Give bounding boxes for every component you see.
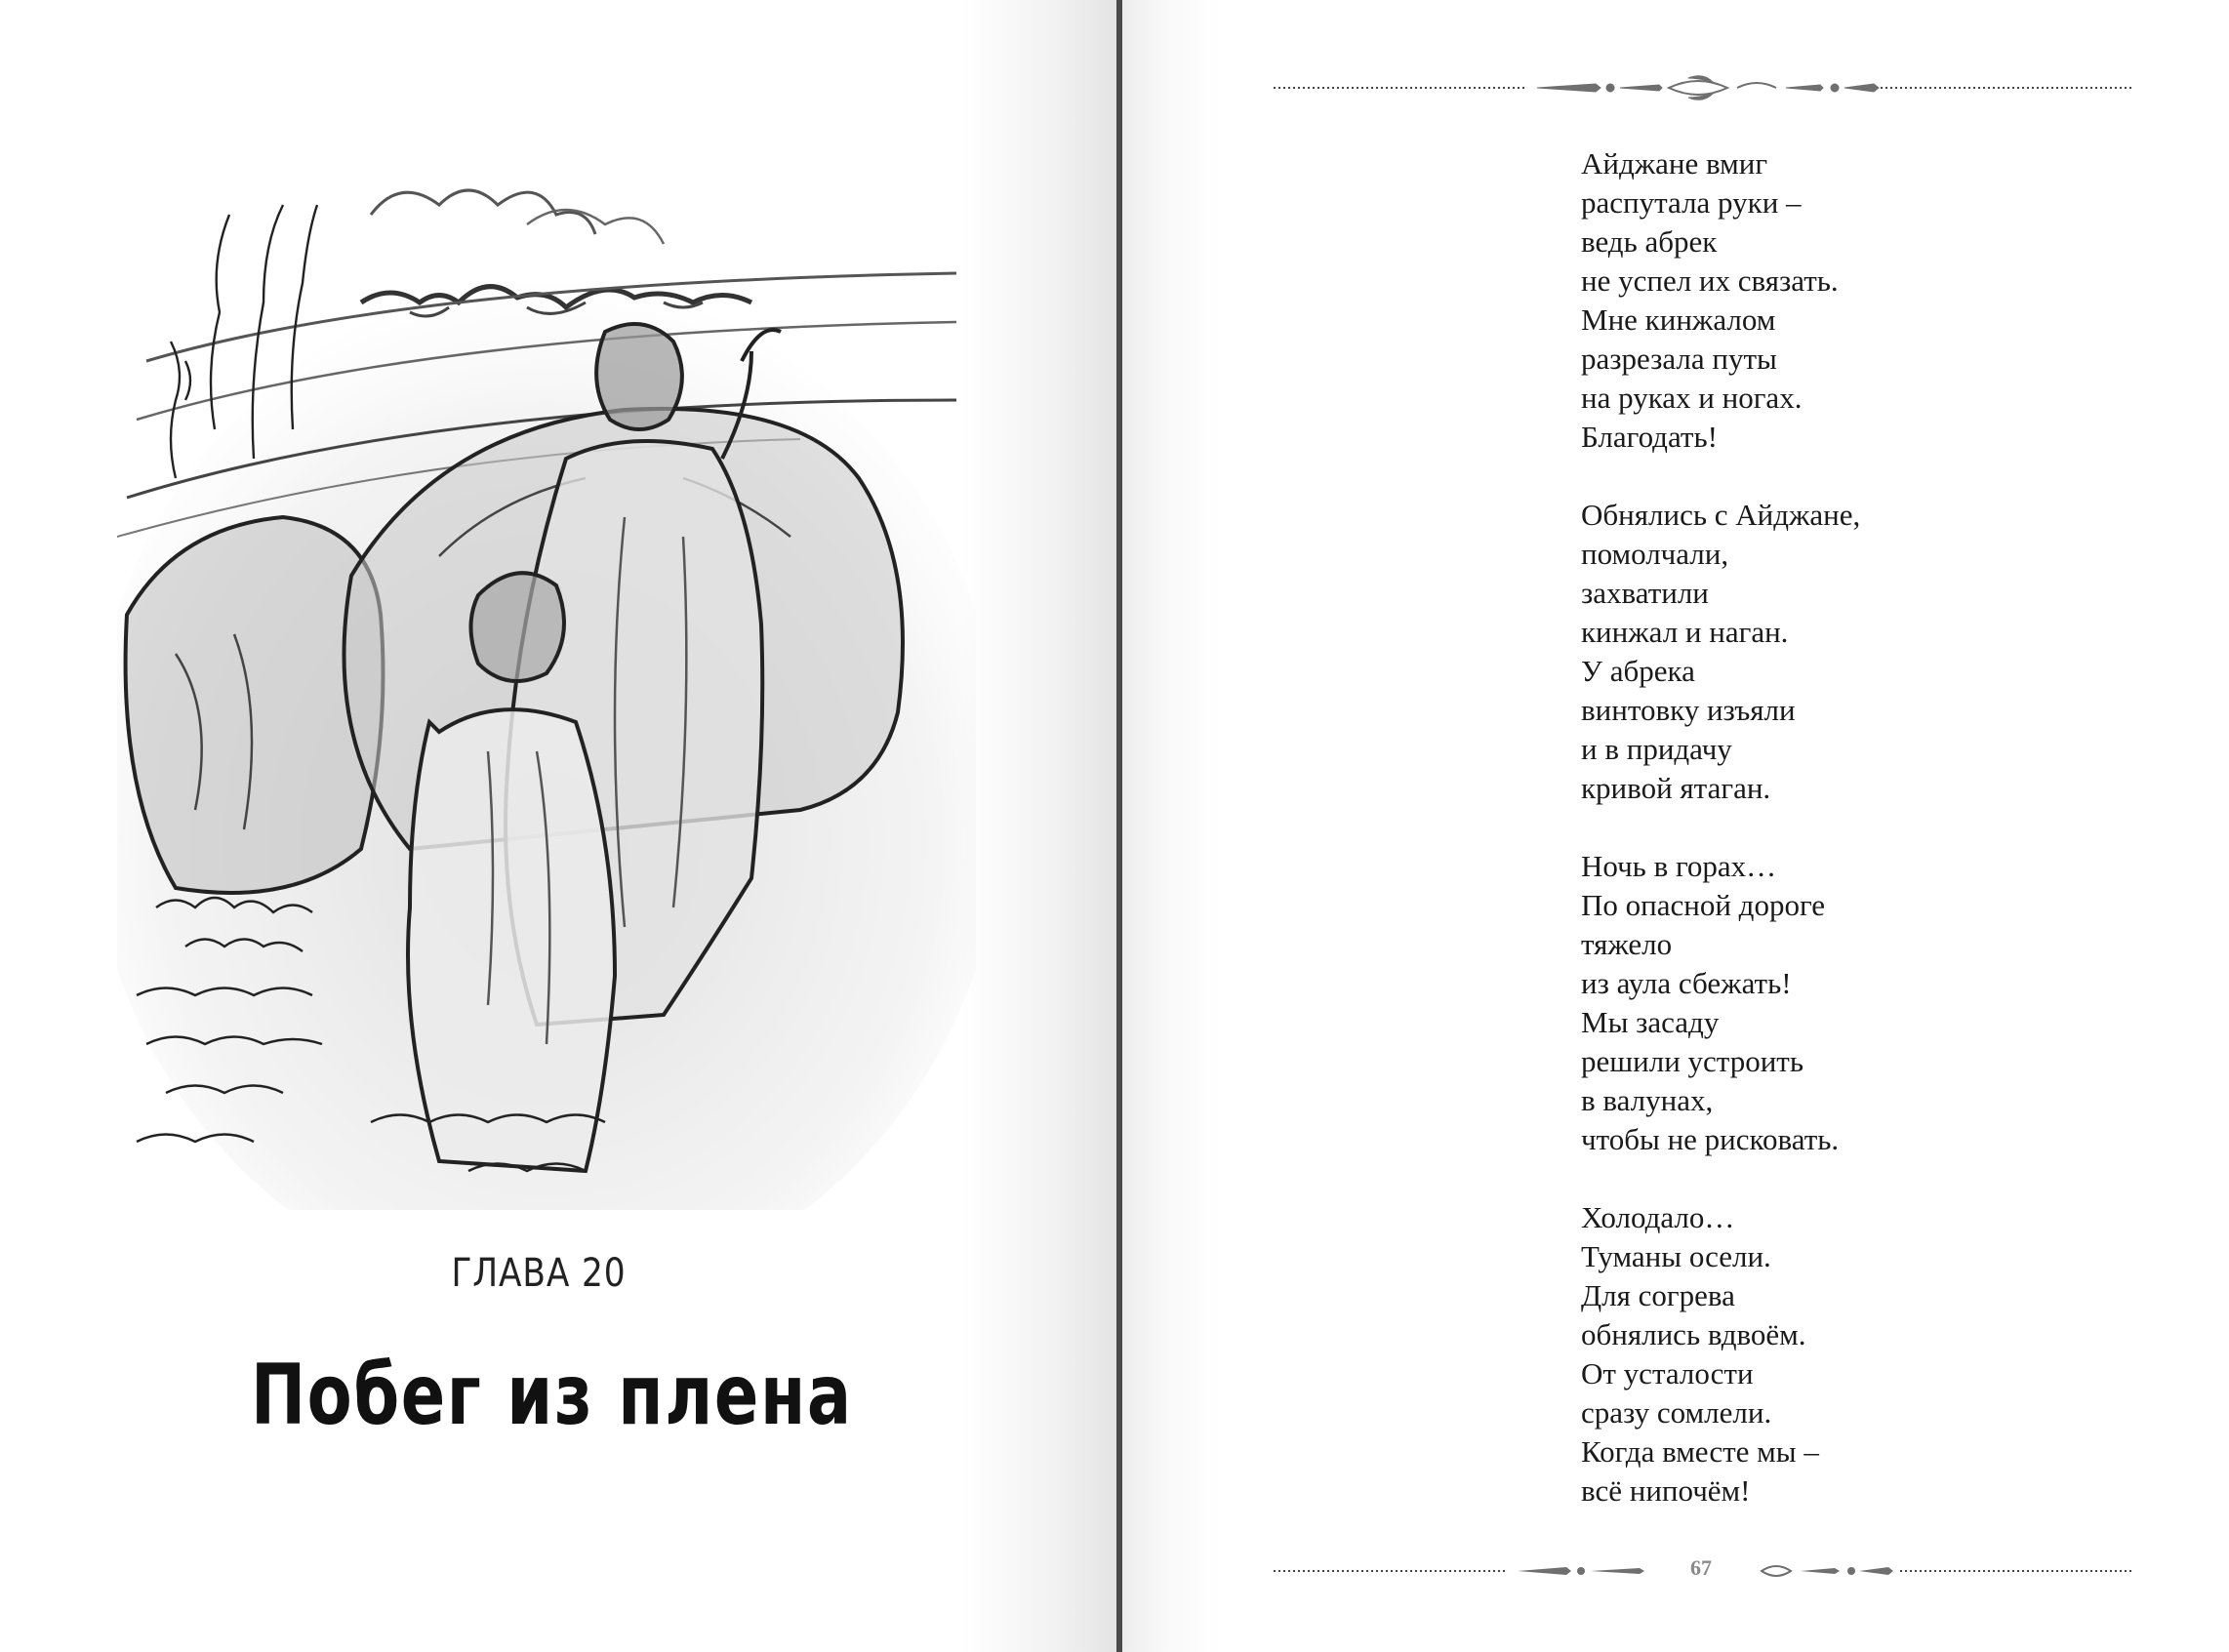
poem-line: тяжело: [1581, 927, 1673, 961]
poem-line: в валунах,: [1581, 1083, 1714, 1117]
poem-line: решили устроить: [1581, 1044, 1803, 1078]
poem-line: на руках и ногах.: [1581, 381, 1803, 415]
top-ornament: [1274, 70, 2132, 109]
stanza-1: [1581, 144, 2128, 457]
poem-line: От усталости: [1581, 1356, 1754, 1390]
poem-line: Айджане вмиг: [1581, 146, 1768, 181]
poem-line: ведь абрек: [1581, 224, 1718, 259]
poem-line: и в придачу: [1581, 732, 1732, 766]
poem-line: помолчали,: [1581, 537, 1729, 571]
poem-line: Мне кинжалом: [1581, 302, 1776, 337]
poem-line: захватили: [1581, 576, 1709, 610]
poem-line: разрезала путы: [1581, 342, 1777, 376]
poem-line: Ночь в горах…: [1581, 849, 1777, 883]
poem-line: из аула сбежать!: [1581, 966, 1792, 1000]
poem-line: чтобы не рисковать.: [1581, 1122, 1840, 1156]
poem-line: Туманы осели.: [1581, 1239, 1771, 1273]
stanza-4: [1581, 1198, 2128, 1511]
chapter-illustration: [117, 107, 976, 1210]
stanza-2: [1581, 496, 2128, 808]
chapter-title: Побег из плена: [250, 1347, 853, 1444]
poem-line: По опасной дороге: [1581, 888, 1826, 922]
poem-line: Холодало…: [1581, 1200, 1735, 1234]
poem-line: всё нипочём!: [1581, 1473, 1751, 1508]
chapter-label: ГЛАВА 20: [451, 1251, 627, 1296]
poem-line: распутала руки –: [1581, 185, 1802, 220]
poem-line: У абрека: [1581, 654, 1695, 688]
poem-line: винтовку изъяли: [1581, 693, 1796, 727]
poem-line: Обнялись с Айджане,: [1581, 498, 1861, 532]
poem-text: [1581, 144, 2128, 1550]
poem-line: сразу сомлели.: [1581, 1395, 1772, 1430]
poem-line: кинжал и наган.: [1581, 615, 1789, 649]
poem-line: Благодать!: [1581, 420, 1718, 454]
poem-line: не успел их связать.: [1581, 263, 1839, 298]
poem-line: Для согрева: [1581, 1278, 1735, 1312]
chapter-title-row: [166, 1337, 917, 1454]
stanza-3: [1581, 847, 2128, 1159]
poem-line: Когда вместе мы –: [1581, 1434, 1819, 1469]
poem-line: кривой ятаган.: [1581, 771, 1771, 805]
page-number: 67: [1690, 1555, 1712, 1580]
poem-line: обнялись вдвоём.: [1581, 1317, 1806, 1351]
poem-line: Мы засаду: [1581, 1005, 1720, 1039]
